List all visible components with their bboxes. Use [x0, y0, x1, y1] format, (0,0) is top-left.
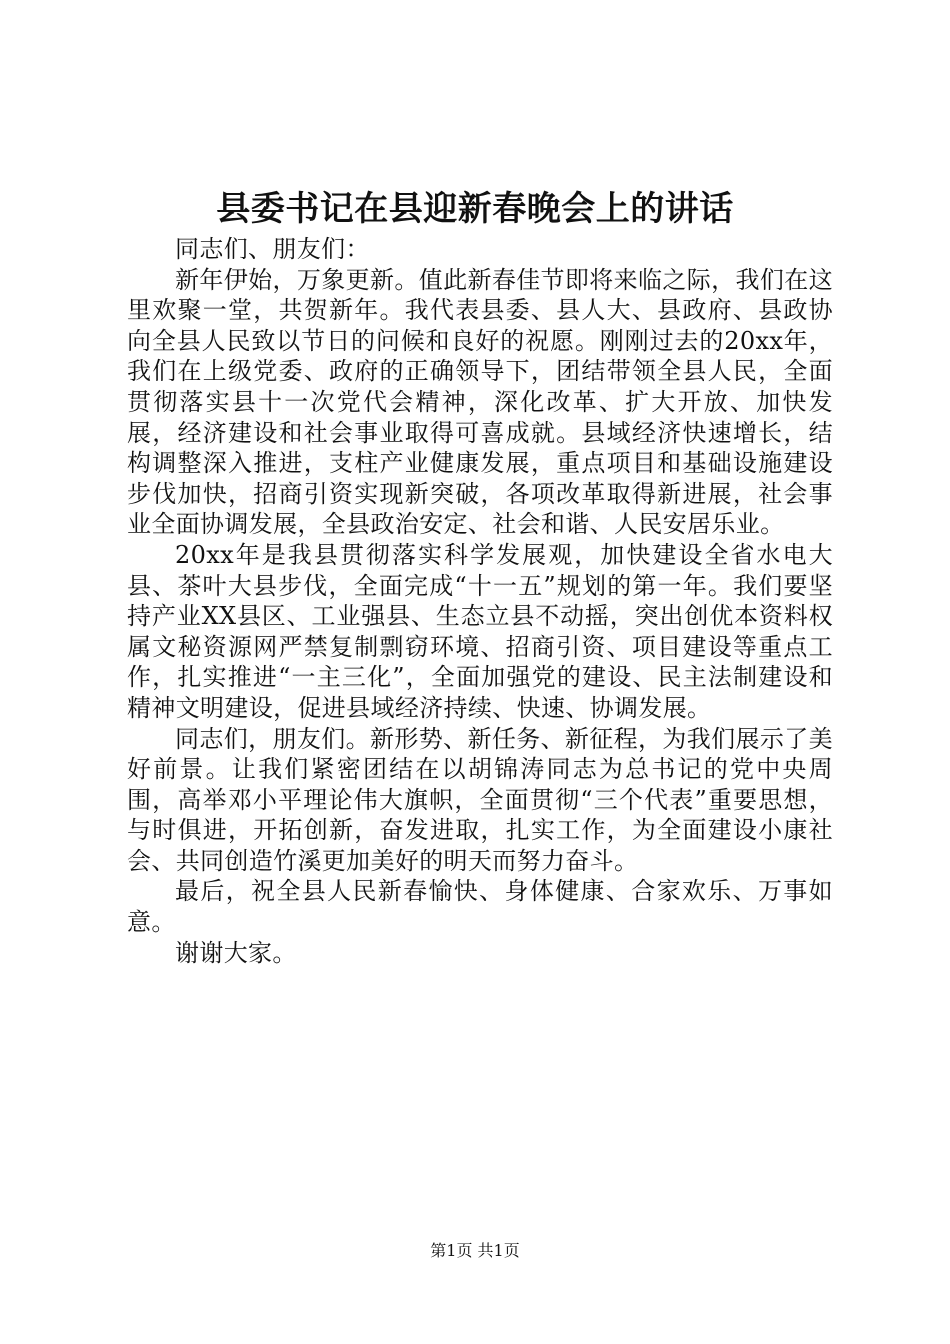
document-body [127, 234, 833, 968]
paragraph-call-to-action: 同志们，朋友们。新形势、新任务、新征程，为我们展示了美好前景。让我们紧密团结在以胡锦涛同志为总书记的党中央周围，高举邓小平理论伟大旗帜，全面贯彻“三个代表”重要思想，与时俱进，开拓创新，奋发进取，扎实工作，为全面建设小康社会、共同创造竹溪更加美好的明天而努力奋斗。 [127, 724, 833, 875]
paragraph-wishes: 最后，祝全县人民新春愉快、身体健康、合家欢乐、万事如意。 [127, 877, 833, 937]
document-title: 县委书记在县迎新春晚会上的讲话 [216, 189, 734, 229]
paragraph-new-year: 新年伊始，万象更新。值此新春佳节即将来临之际，我们在这里欢聚一堂，共贺新年。我代表县委、县人大、县政府、县政协向全县人民致以节日的问候和良好的祝愿。刚刚过去的20xx年，我们在上级党委、政府的正确领导下，团结带领全县人民，全面贯彻落实县十一次党代会精神，深化改革、扩大开放、加快发展，经济建设和社会事业取得可喜成就。县域经济快速增长，结构调整深入推进，支柱产业健康发展，重点项目和基础设施建设步伐加快，招商引资实现新突破，各项改革取得新进展，社会事业全面协调发展，全县政治安定、社会和谐、人民安居乐业。 [127, 265, 833, 539]
paragraph-development-plan: 20xx年是我县贯彻落实科学发展观，加快建设全省水电大县、茶叶大县步伐，全面完成“十一五”规划的第一年。我们要坚持产业XX县区、工业强县、生态立县不动摇，突出创优本资料权属文秘资源网严禁复制剽窃环境、招商引资、项目建设等重点工作，扎实推进“一主三化”，全面加强党的建设、民主法制建设和精神文明建设，促进县域经济持续、快速、协调发展。 [127, 540, 833, 722]
paragraph-thanks: 谢谢大家。 [175, 938, 297, 967]
page-number: 第1页 共1页 [430, 1241, 520, 1260]
salutation: 同志们、朋友们： [175, 235, 370, 263]
